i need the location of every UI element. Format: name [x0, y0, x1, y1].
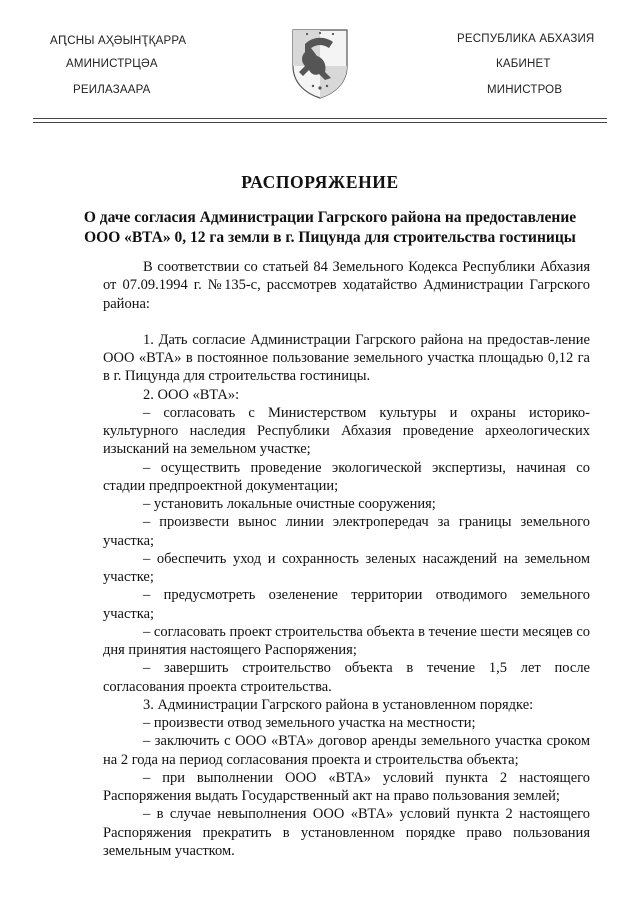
item-3-sub-1: – произвести отвод земельного участка на местности;: [143, 715, 476, 731]
item-2-sub-1: – согласовать с Министерством культуры и охраны историко-культурного наследия Республики Абхазия проведение археологических изысканий на земельном участке;: [103, 404, 590, 458]
header-right-line-1: РЕСПУБЛИКА АБХАЗИЯ: [457, 33, 595, 45]
subject-line-1: О даче согласия Администрации Гагрского района на предоставление: [83, 209, 577, 226]
header-left-line-1: АԤСНЫ АҲӘЫНҬҚАРРА: [50, 35, 187, 47]
item-2-sub-3: – установить локальные очистные сооружения;: [143, 496, 436, 512]
document-body: [103, 258, 590, 860]
header-divider-top: [33, 118, 607, 119]
item-3-sub-4: – в случае невыполнения ООО «ВТА» условий пункта 2 настоящего Распоряжения прекратить в установленном порядке право пользования земельным участком.: [103, 806, 590, 859]
header-divider-bottom: [33, 122, 607, 123]
item-1: 1. Дать согласие Администрации Гагрского района на предостав-ление ООО «ВТА» в постоянное пользование земельного участка площадью 0,12 га в г. Пицунда для строительства гостиницы.: [103, 331, 590, 385]
item-2-sub-8: – завершить строительство объекта в течение 1,5 лет после согласования проекта строительства.: [103, 660, 590, 695]
document-title: РАСПОРЯЖЕНИЕ: [241, 172, 399, 192]
header-left-line-2: АМИНИСТРЦӘА: [66, 58, 158, 70]
document-subject: [60, 208, 600, 248]
item-2-sub-2: – осуществить проведение экологической экспертизы, начиная со стадии предпроектной документации;: [103, 459, 590, 494]
item-2: 2. ООО «ВТА»:: [143, 386, 240, 403]
item-2-sub-7: – согласовать проект строительства объекта в течение шести месяцев со дня принятия настоящего Распоряжения;: [103, 623, 590, 658]
header-right-line-2: КАБИНЕТ: [496, 58, 551, 70]
item-2-sub-6: – предусмотреть озеленение территории отводимого земельного участка;: [103, 587, 590, 622]
item-3-sub-3: – при выполнении ООО «ВТА» условий пункта 2 настоящего Распоряжения выдать Государственный акт на право пользования землей;: [103, 769, 590, 804]
item-2-sub-4: – произвести вынос линии электропередач за границы земельного участка;: [103, 514, 590, 549]
preamble-paragraph: В соответствии со статьей 84 Земельного Кодекса Республики Абхазия от 07.09.1994 г. №135-с, рассмотрев ходатайство Администрации Гагрского района:: [103, 259, 590, 312]
item-3-sub-2: – заключить с ООО «ВТА» договор аренды земельного участка сроком на 2 года на период согласования проекта и строительства объекта;: [103, 733, 590, 768]
header-left-line-3: РЕИЛАЗААРА: [73, 84, 151, 96]
subject-line-2: ООО «ВТА» 0, 12 га земли в г. Пицунда для строительства гостиницы: [84, 229, 576, 246]
abkhazia-coat-of-arms-icon: [287, 26, 353, 100]
header-right-line-3: МИНИСТРОВ: [487, 84, 563, 96]
item-3: 3. Администрации Гагрского района в установленном порядке:: [143, 696, 534, 713]
item-2-sub-5: – обеспечить уход и сохранность зеленых насаждений на земельном участке;: [103, 550, 590, 585]
